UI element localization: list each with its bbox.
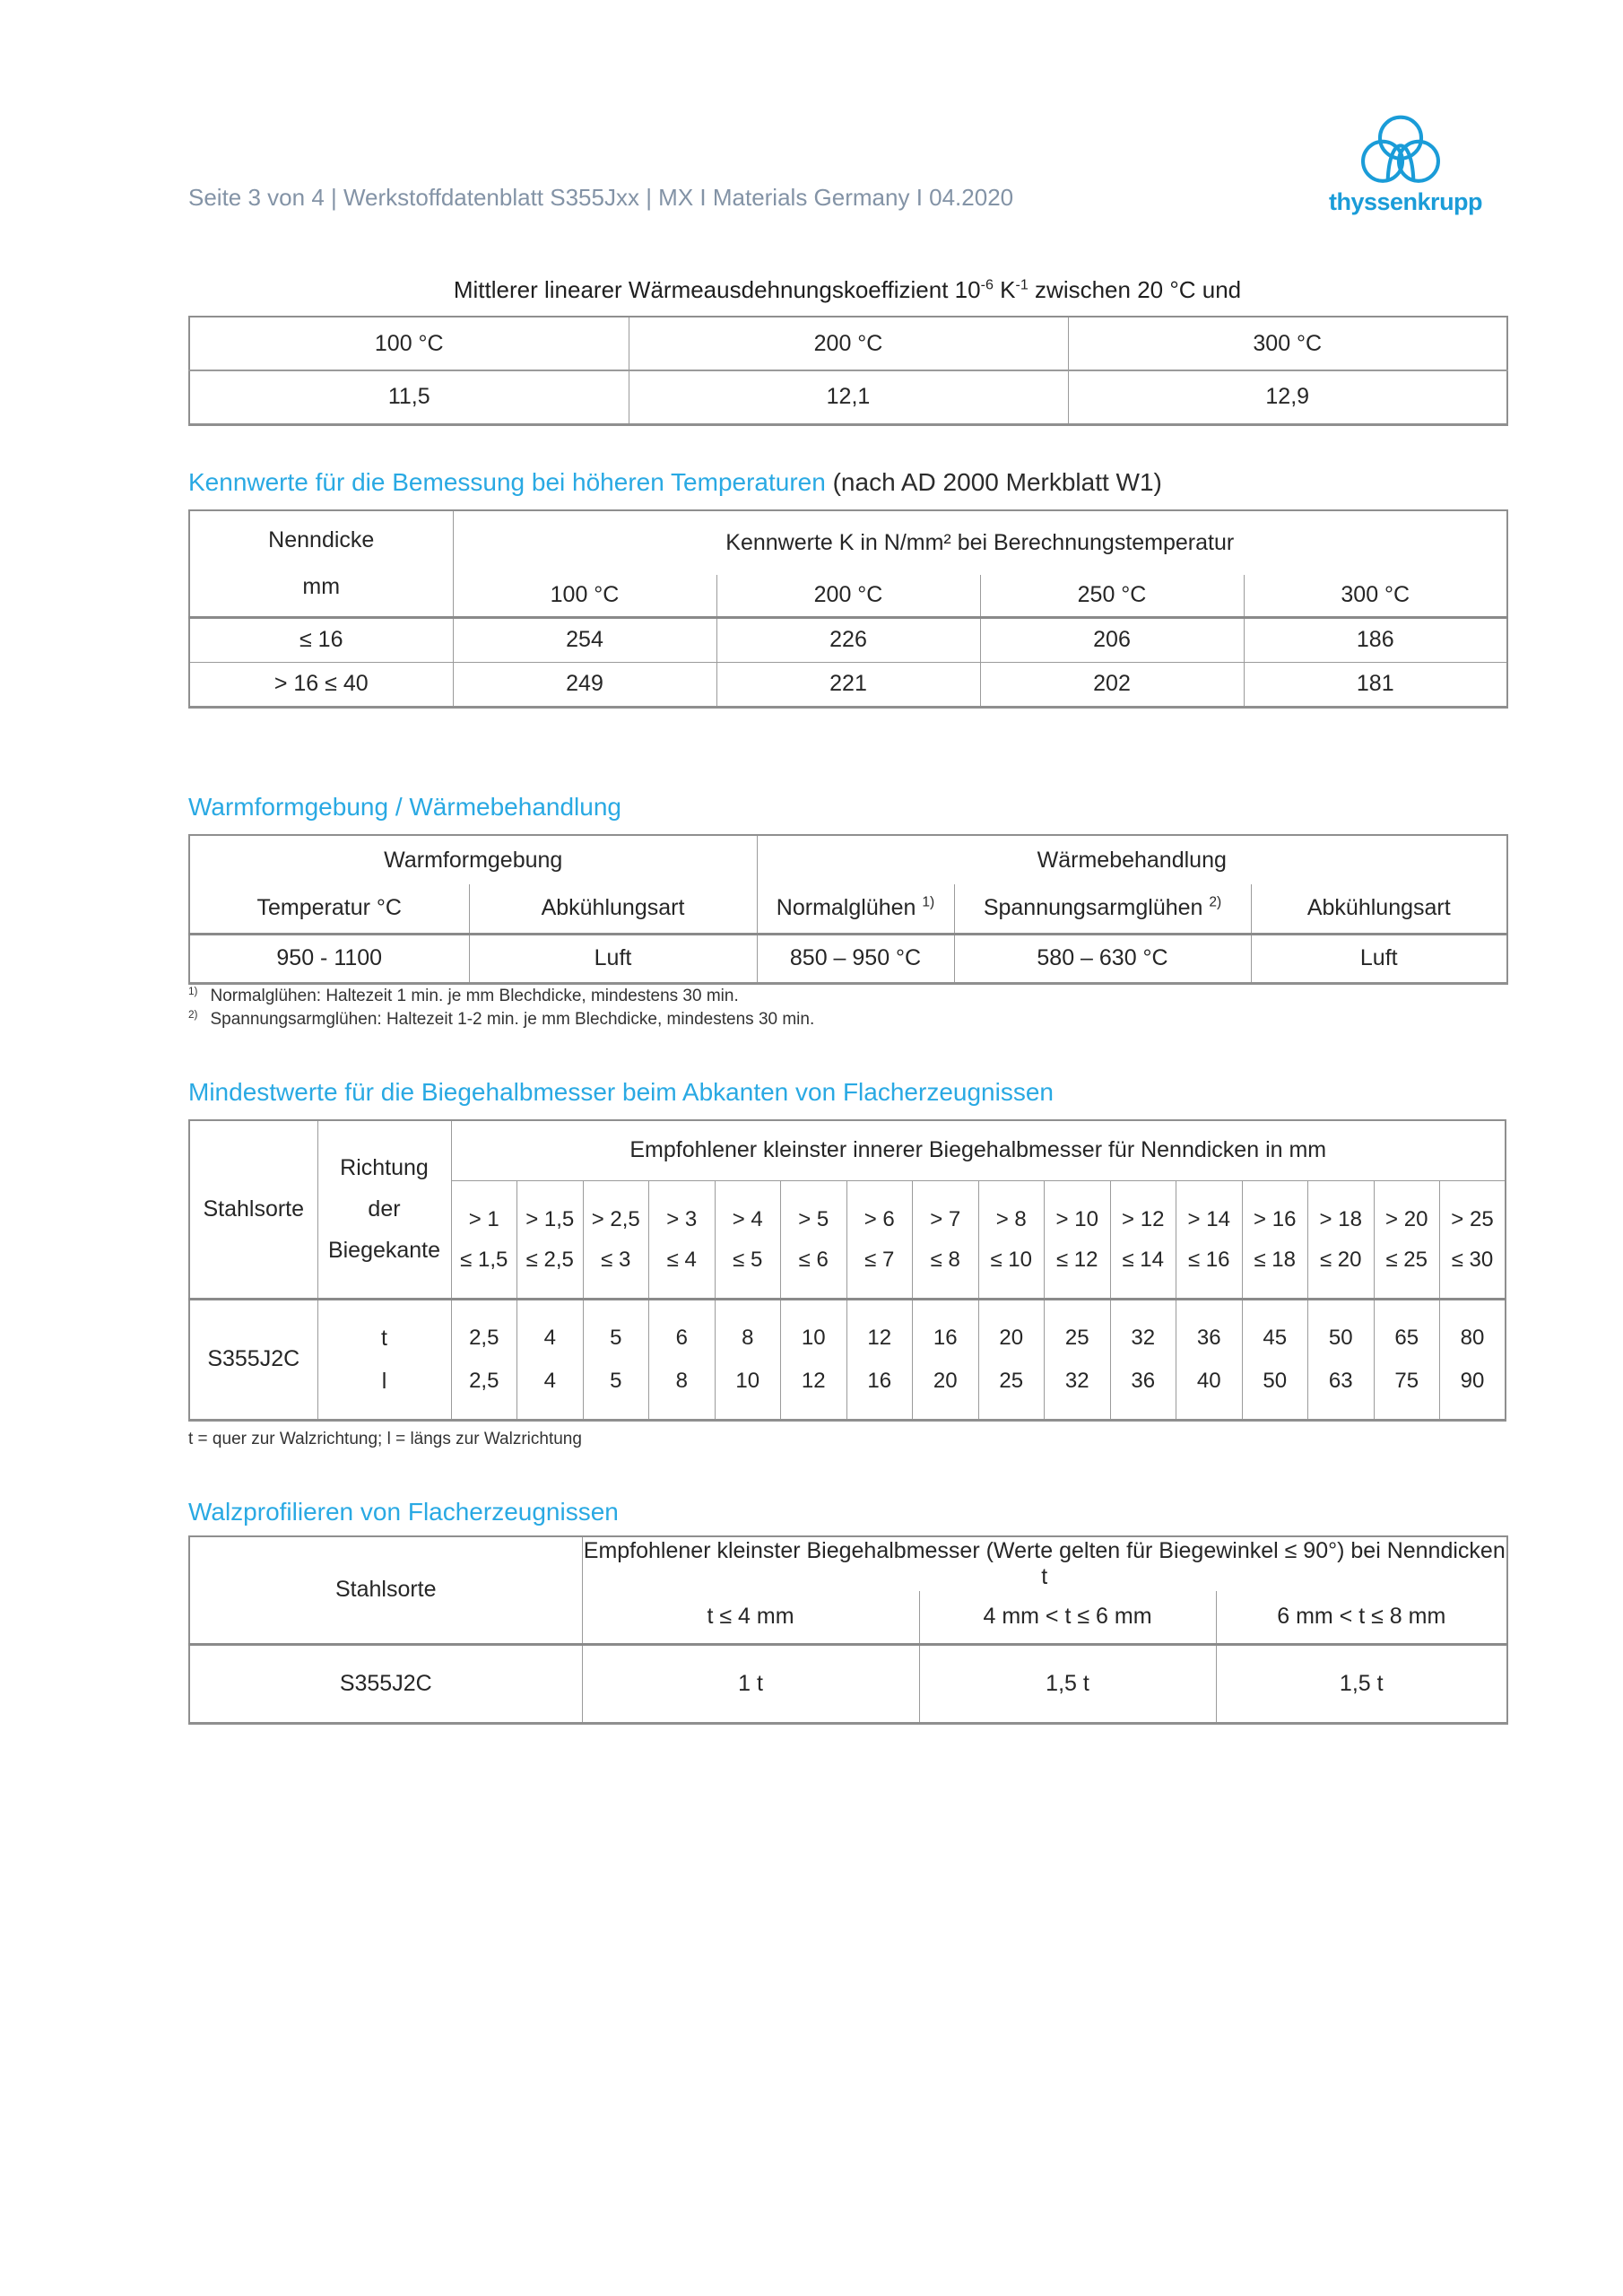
section-heading-biegehalbmesser: Mindestwerte für die Biegehalbmesser beim Abkanten von Flacherzeugnissen bbox=[188, 1078, 1054, 1106]
column-header-richtung bbox=[317, 1120, 451, 1299]
footnote-marker: 2) bbox=[1209, 894, 1222, 910]
column-header: 4 mm < t ≤ 6 mm bbox=[919, 1591, 1216, 1644]
thyssenkrupp-logo bbox=[1329, 115, 1483, 216]
section-heading-walzprofilieren: Walzprofilieren von Flacherzeugnissen bbox=[188, 1498, 619, 1526]
title-text: Mittlerer linearer Wärmeausdehnungskoeffizient 10 bbox=[453, 276, 981, 303]
value-cell: 6 8 bbox=[649, 1299, 716, 1420]
row-header-nenndicke bbox=[189, 510, 453, 617]
value-cell: 32 36 bbox=[1110, 1299, 1176, 1420]
value-cell: 850 – 950 °C bbox=[757, 934, 954, 983]
column-header bbox=[757, 884, 954, 934]
section-heading-kennwerte bbox=[188, 468, 1162, 497]
column-header: 300 °C bbox=[1244, 575, 1507, 617]
range-header: > 1,5 ≤ 2,5 bbox=[517, 1180, 584, 1299]
expansion-header-row bbox=[189, 317, 1507, 370]
range-header: > 18 ≤ 20 bbox=[1308, 1180, 1375, 1299]
value-cell: 50 63 bbox=[1308, 1299, 1375, 1420]
range-header: > 4 ≤ 5 bbox=[715, 1180, 781, 1299]
value-cell: 226 bbox=[716, 617, 980, 662]
kennwerte-data-row bbox=[189, 662, 1507, 707]
header-text: Normalglühen bbox=[776, 895, 923, 921]
value-cell: 10 12 bbox=[781, 1299, 847, 1420]
column-header: 200 °C bbox=[716, 575, 980, 617]
value-cell: 2,5 2,5 bbox=[451, 1299, 517, 1420]
column-header: 200 °C bbox=[629, 317, 1068, 370]
title-superscript: -6 bbox=[980, 276, 994, 293]
column-header: 100 °C bbox=[374, 330, 444, 356]
value-cell: 4 4 bbox=[517, 1299, 584, 1420]
column-header: 6 mm < t ≤ 8 mm bbox=[1216, 1591, 1507, 1644]
value-cell: 20 25 bbox=[978, 1299, 1045, 1420]
row-label: > 16 ≤ 40 bbox=[189, 662, 453, 707]
value-cell: 36 40 bbox=[1176, 1299, 1243, 1420]
column-header: 100 °C bbox=[550, 582, 620, 608]
title-text: K bbox=[993, 276, 1016, 303]
value-cell: 5 5 bbox=[583, 1299, 649, 1420]
steel-grade-cell: S355J2C bbox=[189, 1299, 317, 1420]
thyssenkrupp-wordmark: thyssenkrupp bbox=[1329, 188, 1483, 215]
range-header: > 10 ≤ 12 bbox=[1045, 1180, 1111, 1299]
column-header: Temperatur °C bbox=[256, 895, 402, 921]
range-header: > 14 ≤ 16 bbox=[1176, 1180, 1243, 1299]
column-header bbox=[954, 884, 1251, 934]
range-header: > 20 ≤ 25 bbox=[1374, 1180, 1440, 1299]
value-cell: 202 bbox=[980, 662, 1244, 707]
warm-group-header-row bbox=[189, 835, 1507, 884]
expansion-table-title bbox=[188, 276, 1506, 304]
header-line: Nenndicke bbox=[268, 527, 375, 553]
value-cell: 580 – 630 °C bbox=[954, 934, 1251, 983]
group-header: Kennwerte K in N/mm² bei Berechnungstemperatur bbox=[725, 530, 1235, 555]
column-header: Abkühlungsart bbox=[469, 884, 757, 934]
range-header: > 12 ≤ 14 bbox=[1110, 1180, 1176, 1299]
steel-grade-cell: S355J2C bbox=[189, 1644, 582, 1723]
range-header: > 3 ≤ 4 bbox=[649, 1180, 716, 1299]
expansion-table bbox=[188, 316, 1508, 426]
footnote-normalgluehen bbox=[188, 987, 739, 1006]
walz-group-header-row bbox=[189, 1536, 1507, 1591]
value-cell: 12 16 bbox=[846, 1299, 913, 1420]
footnote-walzrichtung: t = quer zur Walzrichtung; l = längs zur Walzrichtung bbox=[188, 1430, 582, 1448]
range-header: > 2,5 ≤ 3 bbox=[583, 1180, 649, 1299]
group-header: Empfohlener kleinster innerer Biegehalbmesser für Nenndicken in mm bbox=[451, 1120, 1506, 1180]
range-header: > 1 ≤ 1,5 bbox=[451, 1180, 517, 1299]
value-cell: 8 10 bbox=[715, 1299, 781, 1420]
column-header: 300 °C bbox=[1068, 317, 1507, 370]
value-cell: 181 bbox=[1244, 662, 1507, 707]
value-cell: 11,5 bbox=[189, 370, 629, 424]
value-cell: 25 32 bbox=[1045, 1299, 1111, 1420]
heading-rest: (nach AD 2000 Merkblatt W1) bbox=[825, 468, 1162, 496]
walzprofilieren-table bbox=[188, 1535, 1508, 1725]
warm-subheader-row bbox=[189, 884, 1507, 934]
warm-data-row bbox=[189, 934, 1507, 983]
warmformgebung-table bbox=[188, 834, 1508, 985]
kennwerte-table bbox=[188, 509, 1508, 709]
footnote-marker: 1) bbox=[922, 894, 935, 910]
value-cell: 65 75 bbox=[1374, 1299, 1440, 1420]
footnote-marker: 2) bbox=[188, 1008, 198, 1021]
page-meta-line: Seite 3 von 4 | Werkstoffdatenblatt S355Jxx | MX I Materials Germany I 04.2020 bbox=[188, 184, 1014, 211]
value-cell: 1 t bbox=[582, 1644, 919, 1723]
value-cell: 206 bbox=[980, 617, 1244, 662]
value-cell: 12,1 bbox=[629, 370, 1068, 424]
header-line: mm bbox=[302, 574, 341, 600]
row-label: ≤ 16 bbox=[189, 617, 453, 662]
footnote-spannungsarmgluehen bbox=[188, 1010, 814, 1030]
value-cell: 1,5 t bbox=[1216, 1644, 1507, 1723]
column-header-stahlsorte: Stahlsorte bbox=[189, 1120, 317, 1299]
section-heading-warmformgebung: Warmformgebung / Wärmebehandlung bbox=[188, 793, 621, 821]
value-cell: Luft bbox=[1251, 934, 1507, 983]
range-header: > 25 ≤ 30 bbox=[1440, 1180, 1506, 1299]
value-cell: Luft bbox=[469, 934, 757, 983]
expansion-value-row bbox=[189, 370, 1507, 424]
value-cell: 80 90 bbox=[1440, 1299, 1506, 1420]
biege-group-header-row bbox=[189, 1120, 1506, 1180]
range-header: > 5 ≤ 6 bbox=[781, 1180, 847, 1299]
column-header: t ≤ 4 mm bbox=[707, 1604, 794, 1630]
value-cell: 12,9 bbox=[1068, 370, 1507, 424]
value-cell: 254 bbox=[453, 617, 716, 662]
range-header: > 16 ≤ 18 bbox=[1242, 1180, 1308, 1299]
footnote-text: Spannungsarmglühen: Haltezeit 1-2 min. je mm Blechdicke, mindestens 30 min. bbox=[210, 1010, 815, 1029]
column-header: 250 °C bbox=[980, 575, 1244, 617]
value-cell: 16 20 bbox=[913, 1299, 979, 1420]
range-header: > 7 ≤ 8 bbox=[913, 1180, 979, 1299]
range-header: > 6 ≤ 7 bbox=[846, 1180, 913, 1299]
range-header: > 8 ≤ 10 bbox=[978, 1180, 1045, 1299]
footnote-marker: 1) bbox=[188, 985, 198, 997]
column-header: Abkühlungsart bbox=[1251, 884, 1507, 934]
column-header-stahlsorte: Stahlsorte bbox=[189, 1536, 582, 1644]
header-line: Biegekante bbox=[327, 1238, 441, 1264]
heading-highlight: Kennwerte für die Bemessung bei höheren Temperaturen bbox=[188, 468, 826, 496]
biegehalbmesser-table bbox=[188, 1119, 1506, 1422]
value-cell: 950 - 1100 bbox=[189, 934, 469, 983]
biege-data-row bbox=[189, 1299, 1506, 1420]
title-superscript: -1 bbox=[1015, 276, 1028, 293]
direction-cell: t l bbox=[317, 1299, 451, 1420]
kennwerte-group-header-row bbox=[189, 510, 1507, 575]
value-cell: 45 50 bbox=[1242, 1299, 1308, 1420]
value-cell: 249 bbox=[453, 662, 716, 707]
thyssenkrupp-emblem-icon bbox=[1361, 115, 1440, 185]
value-cell: 221 bbox=[716, 662, 980, 707]
walz-data-row bbox=[189, 1644, 1507, 1723]
header-line: der bbox=[368, 1196, 401, 1222]
footnote-text: Normalglühen: Haltezeit 1 min. je mm Blechdicke, mindestens 30 min. bbox=[210, 987, 739, 1005]
kennwerte-data-row bbox=[189, 617, 1507, 662]
header-text: Spannungsarmglühen bbox=[983, 895, 1210, 921]
header-line: Richtung bbox=[340, 1155, 429, 1181]
group-header: Empfohlener kleinster Biegehalbmesser (Werte gelten für Biegewinkel ≤ 90°) bei Nenndicken t bbox=[583, 1538, 1506, 1589]
value-cell: 1,5 t bbox=[919, 1644, 1216, 1723]
group-header: Warmformgebung bbox=[384, 847, 563, 873]
title-text: zwischen 20 °C und bbox=[1028, 276, 1242, 303]
value-cell: 186 bbox=[1244, 617, 1507, 662]
group-header: Wärmebehandlung bbox=[757, 835, 1507, 884]
